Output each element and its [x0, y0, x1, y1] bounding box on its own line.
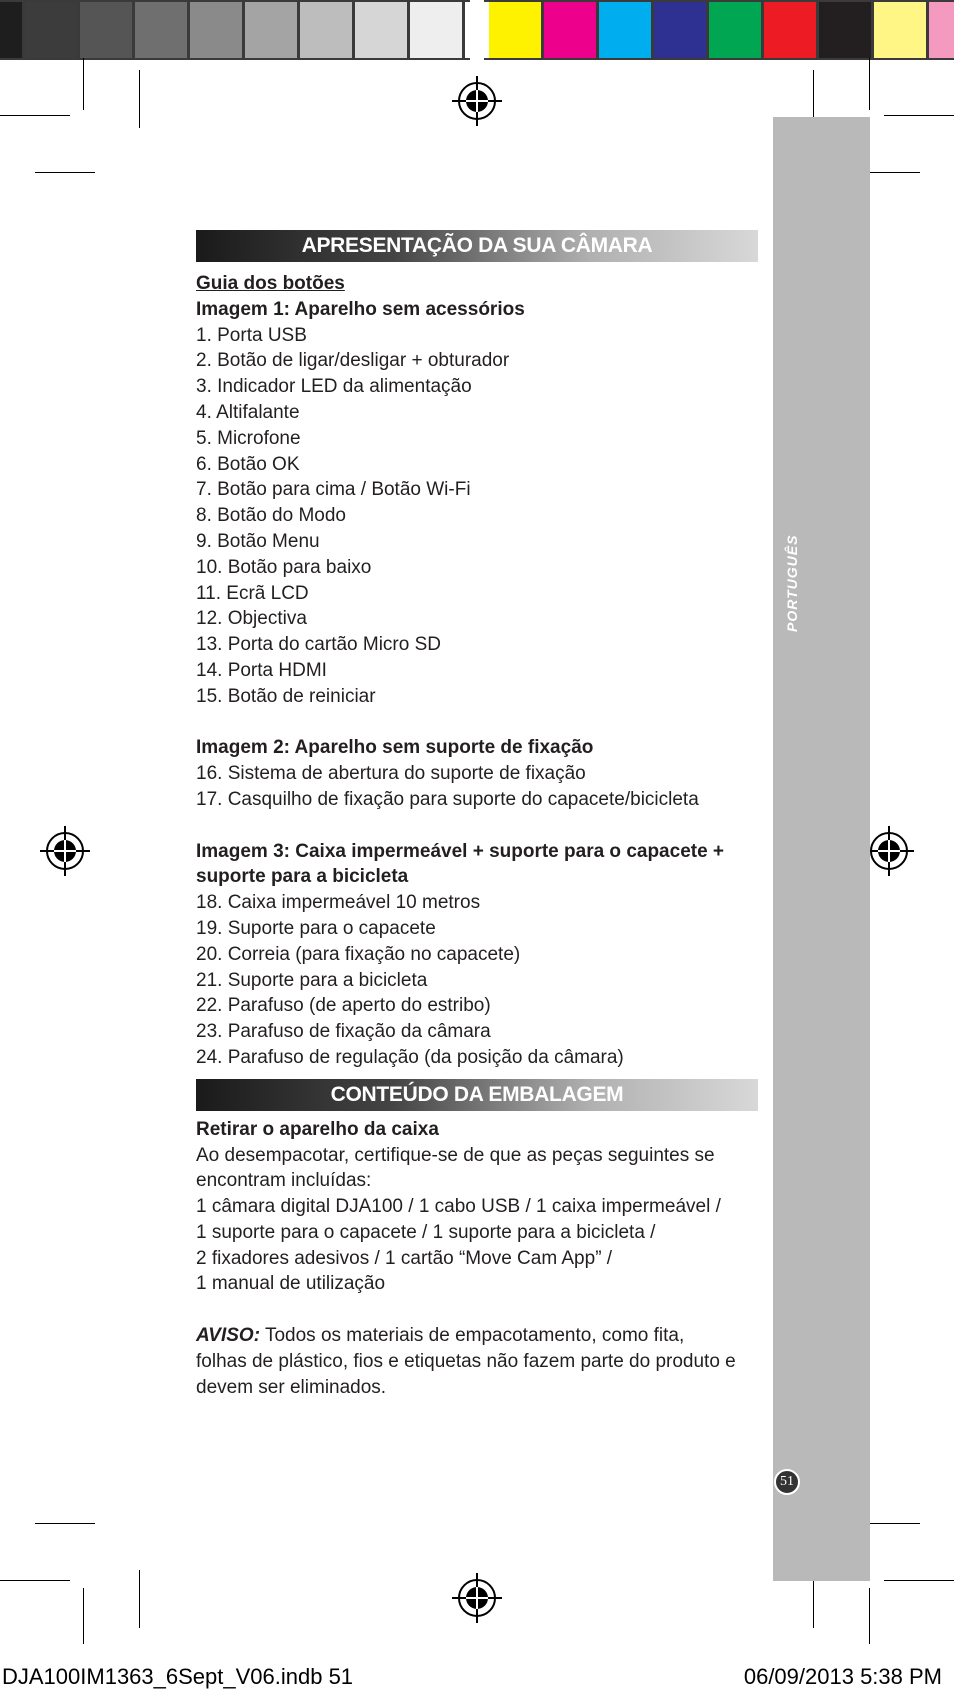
gray-swatch	[80, 2, 132, 58]
list-item: 2. Botão de ligar/desligar + obturador	[196, 350, 510, 372]
process-color-swatch	[709, 2, 761, 58]
warning-text: devem ser eliminados.	[196, 1376, 387, 1398]
image1-list	[196, 323, 758, 710]
guide-title: Guia dos botões	[196, 273, 345, 294]
process-color-swatch	[544, 2, 596, 58]
list-item: 18. Caixa impermeável 10 metros	[196, 892, 481, 914]
process-color-swatch	[819, 2, 871, 58]
list-item: 20. Correia (para fixação no capacete)	[196, 943, 521, 965]
list-item: 7. Botão para cima / Botão Wi-Fi	[196, 479, 471, 501]
image2-list	[196, 761, 758, 813]
registration-mark-icon	[452, 1573, 502, 1623]
gray-swatch	[0, 2, 22, 58]
gray-swatch	[190, 2, 242, 58]
warning-paragraph	[196, 1323, 758, 1349]
list-item: 1 câmara digital DJA100 / 1 cabo USB / 1 caixa impermeável /	[196, 1196, 721, 1218]
list-item: 11. Ecrã LCD	[196, 582, 309, 604]
contents-list	[196, 1194, 758, 1297]
gray-swatch	[245, 2, 297, 58]
package-contents	[196, 1117, 758, 1401]
side-tab-label: PORTUGUÊS	[784, 534, 800, 632]
page-number: 51	[774, 1469, 800, 1495]
list-item: 21. Suporte para a bicicleta	[196, 969, 428, 991]
crop-mark	[139, 1570, 140, 1628]
gray-swatch	[300, 2, 352, 58]
gray-swatch	[410, 2, 462, 58]
crop-mark	[83, 1588, 84, 1644]
page-content	[196, 230, 758, 1400]
warning-text: Todos os materiais de empacotamento, como fita,	[260, 1325, 685, 1347]
warning-label: AVISO:	[196, 1325, 261, 1347]
image3-list	[196, 890, 758, 1071]
crop-mark	[139, 70, 140, 128]
crop-mark	[0, 115, 70, 116]
list-item: 8. Botão do Modo	[196, 505, 346, 527]
registration-mark-icon	[40, 826, 90, 876]
list-item: 17. Casquilho de fixação para suporte do capacete/bicicleta	[196, 788, 699, 810]
image2-title: Imagem 2: Aparelho sem suporte de fixação	[196, 737, 594, 759]
button-guide	[196, 271, 758, 1071]
list-item: 10. Botão para baixo	[196, 556, 372, 578]
list-item: 22. Parafuso (de aperto do estribo)	[196, 995, 491, 1017]
process-color-swatch	[929, 2, 954, 58]
crop-mark	[884, 1580, 954, 1581]
gray-swatch	[25, 2, 77, 58]
process-color-swatch	[764, 2, 816, 58]
list-item: 24. Parafuso de regulação (da posição da câmara)	[196, 1046, 624, 1068]
list-item: 15. Botão de reiniciar	[196, 685, 376, 707]
color-calibration-bar	[0, 0, 954, 60]
crop-mark	[0, 1580, 70, 1581]
image1-title: Imagem 1: Aparelho sem acessórios	[196, 298, 525, 320]
list-item: 4. Altifalante	[196, 401, 300, 423]
list-item: 1 suporte para o capacete / 1 suporte para a bicicleta /	[196, 1221, 656, 1243]
process-color-swatch	[874, 2, 926, 58]
gray-swatch	[135, 2, 187, 58]
image3-title-line1: Imagem 3: Caixa impermeável + suporte para o capacete +	[196, 840, 725, 862]
crop-mark	[884, 115, 954, 116]
list-item: 23. Parafuso de fixação da câmara	[196, 1021, 491, 1043]
list-item: 5. Microfone	[196, 427, 301, 449]
intro-text: Ao desempacotar, certifique-se de que as peças seguintes se	[196, 1144, 715, 1166]
crop-mark	[35, 1523, 95, 1524]
list-item: 2 fixadores adesivos / 1 cartão “Move Cam App” /	[196, 1247, 613, 1269]
process-color-swatch	[489, 2, 541, 58]
list-item: 14. Porta HDMI	[196, 659, 327, 681]
unbox-subtitle: Retirar o aparelho da caixa	[196, 1118, 439, 1140]
registration-mark-icon	[864, 826, 914, 876]
warning-text: folhas de plástico, fios e etiquetas não fazem parte do produto e	[196, 1350, 736, 1372]
list-item: 16. Sistema de abertura do suporte de fixação	[196, 763, 586, 785]
crop-mark	[869, 1588, 870, 1644]
list-item: 3. Indicador LED da alimentação	[196, 376, 472, 398]
list-item: 12. Objectiva	[196, 608, 307, 630]
crop-mark	[83, 58, 84, 110]
list-item: 13. Porta do cartão Micro SD	[196, 634, 441, 656]
crop-mark	[869, 58, 870, 110]
list-item: 9. Botão Menu	[196, 530, 320, 552]
process-color-swatch	[599, 2, 651, 58]
process-color-swatch	[654, 2, 706, 58]
footer-timestamp: 06/09/2013 5:38 PM	[743, 1664, 942, 1689]
section-header-presentation: APRESENTAÇÃO DA SUA CÂMARA	[196, 230, 758, 262]
image3-title-line2: suporte para a bicicleta	[196, 866, 409, 888]
list-item: 6. Botão OK	[196, 453, 300, 475]
intro-text: encontram incluídas:	[196, 1170, 372, 1192]
list-item: 19. Suporte para o capacete	[196, 917, 436, 939]
crop-mark	[35, 172, 95, 173]
side-tab-band	[773, 117, 870, 1581]
footer-file-info: DJA100IM1363_6Sept_V06.indb 51	[2, 1664, 354, 1689]
section-header-contents: CONTEÚDO DA EMBALAGEM	[196, 1079, 758, 1111]
list-item: 1 manual de utilização	[196, 1273, 386, 1295]
gray-swatch	[355, 2, 407, 58]
registration-mark-icon	[452, 76, 502, 126]
list-item: 1. Porta USB	[196, 324, 307, 346]
